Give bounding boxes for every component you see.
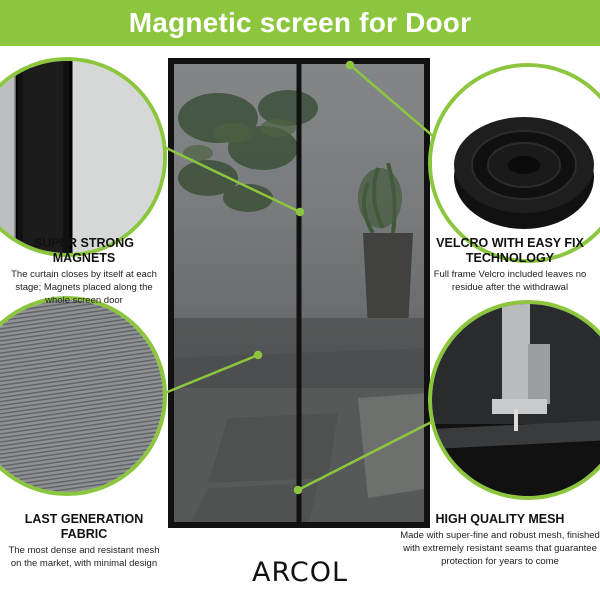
sewing-machine-icon: [432, 304, 600, 500]
feature-title: HIGH QUALITY MESH: [435, 512, 565, 526]
feature-description: The curtain closes by itself at each stage; Magnets placed along the whole screen door: [11, 269, 157, 306]
feature-description: The most dense and resistant mesh on the market, with minimal design: [8, 545, 160, 569]
feature-title: VELCRO WITH EASY FIX TECHNOLOGY: [436, 236, 584, 265]
feature-fabric: [4, 512, 164, 570]
brand-logo-text: ARCOL: [251, 556, 349, 588]
velcro-roll-icon: [432, 67, 600, 263]
feature-description: Full frame Velcro included leaves no residue after the withdrawal: [433, 269, 587, 293]
feature-title: SUPER STRONG MAGNETS: [33, 236, 134, 265]
feature-magnets: [4, 236, 164, 307]
feature-velcro: [430, 236, 590, 294]
brand-logo: [240, 557, 360, 587]
page-title: Magnetic screen for Door: [128, 7, 472, 38]
feature-description: Made with super-fine and robust mesh, finished with extremely resistant seams that guarantee protection for years to come: [400, 530, 600, 567]
feature-title: LAST GENERATION FABRIC: [24, 512, 144, 541]
feature-mesh: [400, 512, 600, 568]
